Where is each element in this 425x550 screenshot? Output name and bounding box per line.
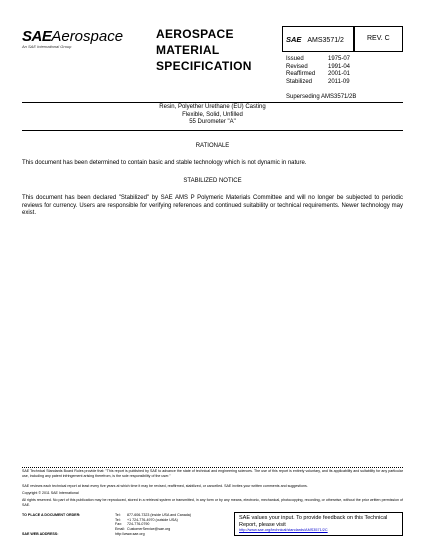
logo-aerospace-text: Aerospace	[51, 28, 124, 45]
contact-tel-1: Tel: 877-606-7323 (inside USA and Canada)	[115, 513, 191, 517]
subject-line-1: Resin, Polyether Urethane (EU) Casting	[159, 104, 266, 110]
date-row-reaffirmed: Reaffirmed 2001-01	[286, 71, 351, 77]
document-type-title	[156, 26, 252, 74]
doc-number-text: AMS3571/2	[307, 37, 344, 44]
footer-policy: SAE Technical Standards Board Rules provide that: "This report is published by SAE to advance the state of technical and engineering sciences. The use of this report is entirely voluntary, and its applicability and suitability for any particular use, including any patent infringement arising therefrom, is the sole responsibility of the user."	[22, 469, 403, 478]
revision-text: REV. C	[367, 35, 390, 42]
date-row-stabilized: Stabilized 2011-09	[286, 78, 350, 85]
contact-tel-2: Tel: +1 724-776-4970 (outside USA)	[115, 517, 178, 522]
feedback-link[interactable]: http://www.sae.org/technical/standards/AMS3571/2C	[239, 528, 328, 532]
date-row-revised: Revised 1991-04	[286, 63, 351, 70]
footer-copyright: Copyright © 2011 SAE International	[22, 491, 79, 495]
subject-line-3: 55 Durometer "A"	[189, 119, 236, 125]
header-divider	[22, 102, 403, 103]
footer-divider	[22, 467, 403, 468]
order-contacts	[115, 513, 230, 531]
doc-number	[286, 35, 344, 44]
superseding-text: Superseding AMS3571/2B	[286, 94, 357, 100]
date-row-issued: Issued 1975-07	[286, 56, 351, 62]
footer-review: SAE reviews each technical report at least every five years at which time it may be revised, reaffirmed, stabilized, or cancelled. SAE invites your written comments and suggestions.	[22, 484, 308, 488]
contact-fax: Fax: 724-776-0790	[115, 522, 150, 527]
rationale-text: This document has been determined to contain basic and stable technology which is not dynamic in nature.	[22, 160, 307, 166]
web-label: SAE WEB ADDRESS:	[22, 532, 59, 536]
order-label: TO PLACE A DOCUMENT ORDER:	[22, 513, 81, 517]
subject-title	[22, 104, 403, 127]
rationale-heading: RATIONALE	[195, 143, 230, 149]
web-address-link[interactable]: http://www.sae.org	[115, 532, 145, 536]
stabilized-heading: STABILIZED NOTICE	[183, 178, 242, 184]
subject-divider	[22, 130, 403, 131]
feedback-box	[234, 512, 403, 536]
feedback-text: SAE values your input. To provide feedback on this Technical Report, please visit	[239, 515, 388, 528]
stabilized-text: This document has been declared "Stabilized" by SAE AMS P Polymeric Materials Committee and will no longer be subjected to periodic reviews for currency. Users are responsible for verifying references and continued suitability or technical requirements. Newer technology may exist.	[22, 195, 403, 216]
sae-aerospace-logo	[22, 28, 123, 49]
logo-sae-text: SAE	[22, 28, 52, 45]
footer-rights: All rights reserved. No part of this publication may be reproduced, stored in a retrieval system or transmitted, in any form or by any means, electronic, mechanical, photocopying, recording, or otherwise, without the prior written permission of SAE.	[22, 498, 403, 507]
logo-tagline: An SAE International Group	[22, 44, 72, 49]
subject-line-2: Flexible, Solid, Unfilled	[182, 111, 243, 118]
dates-block	[286, 56, 386, 86]
contact-email[interactable]: Email: CustomerService@sae.org	[115, 526, 171, 531]
title-line-3: SPECIFICATION	[156, 59, 252, 73]
title-line-2: MATERIAL	[156, 43, 220, 57]
title-line-1: AEROSPACE	[156, 27, 234, 41]
doc-sae-logo: SAE	[286, 35, 302, 44]
